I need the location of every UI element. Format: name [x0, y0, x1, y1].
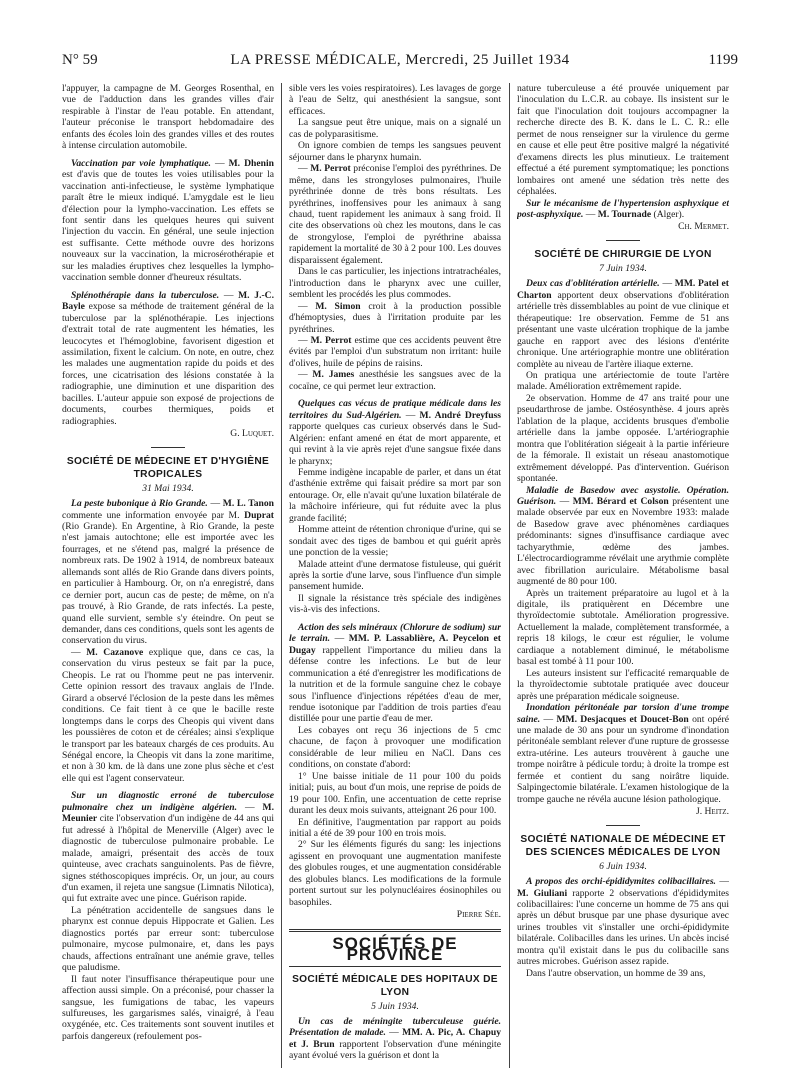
article-sud-algerien: Quelques cas vécus de pratique médicale dans les territoires du Sud-Algérien. — M. André Dreyfuss rapporte quelques cas curieux observés dans le Sud-Algérien: enfant amené en état de mort apparente, et qui revint à la vie après rejet d'une sangsue fixée dans le pharynx; — [289, 398, 501, 467]
article-text: rapportent l'observation d'une méningite ayant évolué vers la guérison et dont la — [289, 1038, 501, 1062]
author: M. L. Tanon — [222, 498, 274, 510]
paragraph: — M. James anesthésie les sangsues avec de la cocaïne, ce qui permet leur extraction. — [289, 369, 501, 392]
article-text: explique que, dans ce cas, la conservation du virus pesteux se fait par la puce, Cheopis. Le rat ou l'homme peut ne pas intervenir. Cette opinion ressort des travaux anglais de l'Inde. Girard a observé l'éclosion de la peste dans les mêmes conditions. Ce fait tient à ce que le bacille reste longtemps dans le corps des Cheopis qui vivent dans les poussières de coton et de céréales; ainsi s'explique le transport par les bateaux chargés de ces produits. Au Sénégal encore, la Cheopis vit dans la zone maritime, et non à 30 km. de là dans une zone plus sèche et c'est elle qui est l'agent conservateur. — [62, 646, 274, 784]
article-title: Sur le mécanisme de l'hypertension asphyxique et post-asphyxique. — [517, 197, 729, 220]
author: M. J.-C. Bayle — [62, 289, 274, 313]
paragraph: Dans l'autre observation, un homme de 39 ans, — [526, 967, 706, 979]
article-text: rapporte 2 observations d'épididymites colibacillaires: l'une concerne un homme de 75 ans qui après un début brusque par une phase dysurique avec urines troubles vit s'installer une orchi-épididymite bilatérale. Colibacilles dans les urines. Un abcès incisé montra qu'il existait dans le pus du colibacille sans autres microbes. Guérison assez rapide. — [517, 887, 729, 968]
article-text: ont opéré une malade de 30 ans pour un syndrome d'inondation péritonéale semblant relever d'une rupture de grossesse extra-utérine. Les auteurs trouvèrent à gauche une trompe noirâtre à pédicule tordu; à droite la trompe est fermée et contient du sang noirâtre liquide. Salpingectomie bilatérale. L'examen histologique de la trompe gauche ne révéla aucune lésion pathologique. — [517, 713, 729, 805]
article-title: Deux cas d'oblitération artérielle. — [526, 278, 660, 290]
separator — [606, 825, 640, 826]
author: M. Simon — [315, 300, 361, 312]
article-text: cite l'observation d'un indigène de 44 ans qui fut adressé à l'hôpital de Menerville (Alger) avec le diagnostic de tuberculose pulmonaire probable. Le malade, amaigri, présentait des accès de toux quinteuse, avec crachats sanguinolents. Pas de fièvre, signes stéthoscopiques imprécis. Or, un jour, au cours d'un examen, il rejeta une sangsue (Limnatis Nilotica), qui fut extraite avec une pince. Guérison rapide. — [62, 813, 274, 905]
article-splenotherapie: Splénothérapie dans la tuberculose. — M. J.-C. Bayle expose sa méthode de traitement général de la tuberculose par la splénothérapie. Les injections d'extrait total de rate augmentent les hématies, les leucocytes et l'hémoglobine, favorisent digestion et assimilation, fixent le calcium. On note, en outre, chez les malades une augmentation rapide du poids et des forces, une cicatrisation des lésions constatée à la radiographie, une diminution et une disparition des bacilles. L'auteur appuie son exposé de projections de documents, courbes thermiques, poids et radiographies. — [62, 289, 274, 427]
article-diagnostic: Sur un diagnostic erroné de tuberculose pulmonaire chez un indigène algérien. — M. Meunier cite l'observation d'un indigène de 44 ans qui fut adressé à l'hôpital de Menerville (Alger) avec le diagnostic de tuberculose pulmonaire probable. Le malade, amaigri, présentait des accès de toux quinteuse, avec crachats sanguinolents. Pas de fièvre, signes stéthoscopiques imprécis. Or, un jour, au cours d'un examen, il rejeta une sangsue (Limnatis Nilotica), qui fut extraite avec une pince. Guérison rapide. — [62, 790, 274, 905]
paragraph: nature tuberculeuse a été prouvée uniquement par l'inoculation du L.C.R. au cobaye. Ils insistent sur le fait que l'inoculation doit toujours accompagner la recherche directe des B. K. dans le L. C. R.: elle permet de nous renseigner sur la virulence du germe en cause et elle peut être positive malgré la négativité d'examens directs les plus minutieux. Le traitement effectué a été purement symptomatique; les ponctions lombaires ont amené une sédation très nette des céphalées. — [517, 83, 729, 198]
article-meningite: Un cas de méningite tuberculeuse guérie. Présentation de malade. — MM. A. Pic, A. Chapuy et J. Brun rapportent l'observation d'une méningite ayant évolué vers la guérison et dont la — [289, 1015, 501, 1062]
section-title: SOCIÉTÉ DE CHIRURGIE DE LYON — [534, 248, 712, 260]
article-text: estime que ces accidents peuvent être évités par l'emploi d'un substratum non irritant: huile d'olives, huile de pépins de raisins. — [289, 334, 501, 369]
paragraph: Après un traitement préparatoire au lugol et à la digitale, ils pratiquèrent en Décembre une thyroïdectomie subtotale. Amélioration progressive. Actuellement la malade, complètement transformée, a repris 18 kilogs, le cœur est régulier, le volume cardiaque a notablement diminué, le métabolisme basal est tombé à 11 pour 100. — [517, 587, 729, 668]
article-title: Inondation péritonéale par torsion d'une trompe saine. — [517, 702, 729, 725]
author: MM. P. Lassablière, A. Peycelon et Dugay — [289, 633, 501, 656]
section-date: 6 Juin 1934. — [599, 860, 647, 872]
paragraph: — M. Perrot préconise l'emploi des pyréthrines. De même, dans les strongyloses pulmonaires, l'huile pyréthrinée donne de très bons résultats. Les pyréthrines, inoffensives pour les animaux à sang chaud, tuent rapidement les animaux à sang froid. Il cite des observations où chez les moutons, dans le cas de strongylose, l'emploi de pyréthrine abaissa rapidement la mortalité de 30 à 2 pour 100. Les douves disparaissent également. — [289, 163, 501, 266]
paragraph: On pratiqua une artériectomie de toute l'artère malade. Amélioration extrêmement rapide. — [517, 369, 729, 393]
rubric-title: SOCIÉTÉS DE PROVINCE — [289, 929, 501, 967]
author: M. Dhenin — [228, 157, 274, 169]
article-text: apportent deux observations d'oblitération artérielle très dissemblables au point de vue clinique et thérapeutique: 1re observation. Femme de 51 ans présentant une vaste ulcération trophique de la jambe gauche en rapport avec des lésions d'entérite chronique. Une artériographie montre une oblitération complète au niveau de l'artère iliaque externe. — [517, 289, 729, 370]
section-title: SOCIÉTÉ DE MÉDECINE ET D'HYGIÈNE TROPICALES — [66, 455, 270, 480]
article-text: commente une information envoyée par M. — [62, 509, 240, 521]
page-number: 1199 — [708, 52, 738, 68]
article-vaccination: Vaccination par voie lymphatique. — M. Dhenin est d'avis que de toutes les voies utilisables pour la vaccination anti-infectieuse, le système lymphatique paraît être le mieux indiqué. L'amygdale est le lieu d'élection pour la lympho-vaccination. Les effets se font sentir dans les quelques heures qui suivent l'injection du vaccin. En général, une seule injection est suffisante. Cette méthode ouvre des horizons nouveaux sur la vaccination, la microsérothérapie et sur les maladies éruptives chez lesquelles la lympho-vaccination semble donner d'heureux résultats. — [62, 157, 274, 284]
issue-number: N° 59 — [62, 52, 98, 68]
article-hypertension: Sur le mécanisme de l'hypertension asphyxique et post-asphyxique. — M. Tournade (Alger). — [517, 197, 729, 220]
article-title: Splénothérapie dans la tuberculose. — [71, 289, 220, 301]
paragraph: Il signale la résistance très spéciale des indigènes vis-à-vis des infections. — [289, 592, 501, 616]
paragraph: — M. Simon croit à la production possible d'hémoptysies, dues à l'irritation produite par les pyréthrines. — [289, 300, 501, 335]
article-text: est d'avis que de toutes les voies utilisables pour la vaccination anti-infectieuse, le système lymphatique paraît être le mieux indiqué. L'amygdale est le lieu d'élection pour la lympho-vaccination. Les effets se font sentir dans les quelques heures qui suivent l'injection du vaccin. En général, une seule injection est suffisante. Cette méthode ouvre des horizons nouveaux sur la vaccination, la microsérothérapie et sur les maladies éruptives chez lesquelles la lympho-vaccination semble donner d'heureux résultats. — [62, 169, 274, 284]
article-obliteration: Deux cas d'oblitération artérielle. — MM. Patel et Charton apportent deux observations d'oblitération artérielle très dissemblables au point de vue clinique et thérapeutique: 1re observation. Femme de 51 ans présentant une vaste ulcération trophique de la jambe gauche en rapport avec des lésions d'entérite chronique. Une artériographie montre une oblitération complète au niveau de l'artère iliaque externe. — [517, 278, 729, 370]
paragraph: Homme atteint de rétention chronique d'urine, qui se sondait avec des tiges de bambou et qui guérit après une ponction de la vessie; — [289, 524, 501, 559]
article-peste: La peste bubonique à Rio Grande. — M. L. Tanon commente une information envoyée par M. Duprat (Rio Grande). En Argentine, à Rio Grande, la peste n'est jamais autochtone; elle est importée avec les fourrages, et ne s'étend pas, malgré la présence de nombreux rats. De 1902 à 1914, de nombreux bateaux allemands sont allés de Rio Grande dans divers points, en particulier à Hambourg. Or, on n'a enregistré, dans ce dernier port, aucun cas de peste; de même, on n'a pas trouvé, à Rio Grande, de rats infectés. La peste, quand elle survient, semble s'y éteindre. On peut se demander, dans ces conditions, quels sont les agents de conservation du virus. — [62, 498, 274, 647]
paragraph: On ignore combien de temps les sangsues peuvent séjourner dans le pharynx humain. — [289, 140, 501, 163]
paragraph: 2° Sur les éléments figurés du sang: les injections agissent en provoquant une augmentation manifeste des globules rouges, et une augmentation considérable des globules blancs. Les modifications de la formule portent surtout sur les polynucléaires éosinophiles ou basophiles. — [289, 839, 501, 908]
article-title: Sur un diagnostic erroné de tuberculose pulmonaire chez un indigène algérien. — [62, 790, 274, 813]
section-title: SOCIÉTÉ NATIONALE DE MÉDECINE ET DES SCIENCES MÉDICALES DE LYON — [520, 833, 726, 858]
separator — [606, 240, 640, 241]
paragraph: Il faut noter l'insuffisance thérapeutique pour une affection aussi simple. On a préconisé, pour chasser la sangsue, les fumigations de tabac, les vapeurs sulfureuses, les gargarismes salés, vinaigré, à l'eau oxygénée, etc. Ces traitements sont souvent inutiles et parfois dangereux (refoulement pos- — [62, 973, 274, 1042]
article-text: anesthésie les sangsues avec de la cocaïne, ce qui permet leur extraction. — [289, 369, 501, 392]
paragraph: Femme indigène incapable de parler, et dans un état d'asthénie extrême qui faisait prédire sa mort par son entourage. Or, elle n'avait qu'une luxation bilatérale de la mâchoire inférieure, qui fut réduite avec la plus grande facilité; — [289, 466, 501, 524]
signature: J. Heitz. — [695, 806, 729, 818]
author: MM. Patel et Charton — [517, 278, 729, 301]
author: M. Giuliani — [517, 887, 568, 899]
paragraph: Les cobayes ont reçu 36 injections de 5 cmc chacune, de façon à provoquer une modification considérable de leur milieu en NaCl. Dans ces conditions, on constate d'abord: — [289, 724, 501, 771]
signature: G. Luquet. — [230, 428, 274, 440]
paragraph: Les auteurs insistent sur l'efficacité remarquable de la thyroïdectomie subtotale pratiquée avec douceur après une préparation médicale soigneuse. — [517, 667, 729, 702]
paragraph: La pénétration accidentelle de sangsues dans le pharynx est connue depuis Hippocrate et Galien. Les diagnostics portés par erreur sont: tuberculose pulmonaire, mycose pulmonaire, et, dans les pays chauds, affections entraînant une anémie grave, telles que paludisme. — [62, 904, 274, 974]
section-date: 5 Juin 1934. — [371, 1000, 419, 1012]
signature: Pierre Sée. — [456, 909, 501, 921]
article-text: présentent une malade observée par eux en Novembre 1933: malade de Basedow grave avec phénomènes cardiaques prédominants: signes d'insuffisance cardiaque avec tachyarythmie, œdème des jambes. L'électrocardiogramme révélait une arythmie complète avec fibrillation auriculaire. Métabolisme basal augmenté de 80 pour 100. — [517, 495, 729, 588]
article-title: Quelques cas vécus de pratique médicale dans les territoires du Sud-Algérien. — [289, 398, 501, 421]
article-title: Vaccination par voie lymphatique. — [71, 157, 211, 169]
author: MM. Bérard et Colson — [572, 495, 669, 507]
page-header — [62, 50, 738, 74]
paragraph: — M. Perrot estime que ces accidents peuvent être évités par l'emploi d'un substratum non irritant: huile d'olives, huile de pépins de raisins. — [289, 334, 501, 369]
paragraph: sible vers les voies respiratoires). Les lavages de gorge à l'eau de Seltz, qui anesthésient la sangsue, sont efficaces. — [289, 83, 501, 117]
article-text: croit à la production possible d'hémoptysies, dues à l'irritation produite par les pyréthrines. — [289, 300, 501, 335]
article-text: préconise l'emploi des pyréthrines. De même, dans les strongyloses pulmonaires, l'huile pyréthrinée donne de très bons résultats. Les pyréthrines, inoffensives pour les animaux à sang chaud, tuent rapidement les animaux à sang froid. Il cite des observations où chez les moutons, dans le cas de strongylose, l'emploi de pyréthrine abaissa rapidement la mortalité de 30 à 2 pour 100. Les douves disparaissent également. — [289, 163, 501, 266]
journal-title: LA PRESSE MÉDICALE, Mercredi, 25 Juillet 1934 — [230, 52, 570, 68]
article-text: rapporte quelques cas curieux observés dans le Sud-Algérien: enfant amené en état de mort apparente, et qui revint à la vie après rejet d'une sangsue fixée dans le pharynx; — [289, 421, 501, 467]
article-text: expose sa méthode de traitement général de la tuberculose par la splénothérapie. Les injections d'extrait total de rate augmentent les hématies, les leucocytes et l'hémoglobine, favorisent digestion et assimilation, fixent le calcium. On note, en outre, chez les malades une augmentation rapide du poids et des forces, une cicatrisation des lésions constatée à la radiographie, une diminution et une disparition des bacilles. L'auteur appuie son exposé de projections de documents, courbes thermiques, poids et radiographies. — [62, 301, 274, 427]
article-title: Action des sels minéraux (Chlorure de sodium) sur le terrain. — [289, 621, 501, 645]
article-text: (Alger). — [653, 208, 685, 220]
article-sels-mineraux: Action des sels minéraux (Chlorure de sodium) sur le terrain. — MM. P. Lassablière, A. Peycelon et Dugay rappellent l'importance du milieu dans la défense contre les infections. Le but de leur communication a été d'enregistrer les modifications de la nutrition et de la formule sanguine chez le cobaye sous l'influence d'injections répétées d'eau de mer, rendue isotonique par l'addition de trois parties d'eau distillée pour une partie d'eau de mer. — [289, 621, 501, 725]
paragraph: Dans le cas particulier, les injections intratrachéales, l'introduction dans le pharynx avec une cuiller, semblent les procédés les plus commodes. — [289, 266, 501, 301]
author: M. Meunier — [62, 801, 274, 825]
article-title: Maladie de Basedow avec asystolie. Opération. Guérison. — [517, 484, 729, 507]
author: M. Perrot — [310, 163, 351, 175]
author: M. Tournade — [597, 208, 652, 220]
author: Duprat — [244, 509, 274, 521]
author: M. Cazanove — [86, 646, 144, 658]
article-inondation: Inondation péritonéale par torsion d'une trompe saine. — MM. Desjacques et Doucet-Bon ont opéré une malade de 30 ans pour un syndrome d'inondation péritonéale semblant relever d'une rupture de grossesse extra-utérine. Les auteurs trouvèrent à gauche une trompe noirâtre à pédicule tordu; à droite la trompe est fermée et contient du sang noirâtre liquide. Salpingectomie bilatérale. L'examen histologique de la trompe gauche ne révéla aucune lésion pathologique. — [517, 702, 729, 805]
paragraph: l'appuyer, la campagne de M. Georges Rosenthal, en vue de l'adduction dans les grandes villes d'air respirable à l'instar de l'eau potable. En attendant, l'auteur préconise le transport hebdomadaire des enfants des écoles loin des grandes villes et des routes à intense circulation automobile. — [62, 83, 274, 152]
column-left — [62, 83, 274, 1063]
author: M. Perrot — [310, 334, 352, 346]
paragraph: 1° Une baisse initiale de 11 pour 100 du poids initial; puis, au bout d'un mois, une reprise de poids de 19 pour 100. Enfin, une accentuation de cette reprise durant les deux mois suivants, atteignant 26 pour 100. — [289, 770, 501, 817]
paragraph: Malade atteint d'une dermatose fistuleuse, qui guérit après la sortie d'une larve, sous l'influence d'un simple pansement humide. — [289, 558, 501, 593]
author: MM. A. Pic, A. Chapuy et J. Brun — [289, 1027, 501, 1050]
section-date: 31 Mai 1934. — [142, 482, 194, 494]
article-basedow: Maladie de Basedow avec asystolie. Opération. Guérison. — MM. Bérard et Colson présentent une malade observée par eux en Novembre 1933: malade de Basedow grave avec phénomènes cardiaques prédominants: signes d'insuffisance cardiaque avec tachyarythmie, œdème des jambes. L'électrocardiogramme révélait une arythmie complète avec fibrillation auriculaire. Métabolisme basal augmenté de 80 pour 100. — [517, 484, 729, 588]
signature: Ch. Mermet. — [678, 221, 729, 233]
paragraph: 2e observation. Homme de 47 ans traité pour une pseudarthrose de jambe. Ostéosynthèse. 4 jours après l'ablation de la plaque, accidents brusques d'embolie artérielle dans la jambe opposée. L'artériographie montra que l'oblitération siégeait à la partie inférieure de la fémorale. Il existait un réseau anastomotique extrêmement développé. Pas d'intervention. Guérison spontanée. — [517, 392, 729, 485]
paragraph: La sangsue peut être unique, mais on a signalé un cas de polyparasitisme. — [289, 117, 501, 140]
paragraph: — M. Cazanove explique que, dans ce cas, la conservation du virus pesteux se fait par la puce, Cheopis. Le rat ou l'homme peut ne pas intervenir. Cette opinion ressort des travaux anglais de l'Inde. Girard a observé l'éclosion de la peste dans les mêmes conditions. Ce fait tient à ce que le bacille reste longtemps dans le corps des Cheopis qui vivent dans les poussières de coton et de céréales; ainsi s'explique le transport par les bateaux chargés de ces produits. Au Sénégal encore, la Cheopis vit dans la zone maritime, et non à 30 km. de là dans une zone plus sèche et c'est elle qui est l'agent conservateur. — [62, 646, 274, 784]
author: MM. Desjacques et Doucet-Bon — [556, 713, 689, 725]
article-orchi-epididymites: A propos des orchi-épididymites colibacillaires. — M. Giuliani rapporte 2 observations d'épididymites colibacillaires: l'une concerne un homme de 75 ans qui après un début brusque par une phase dysurique avec urines troubles vit s'installer une orchi-épididymite bilatérale. Colibacilles dans les urines. Un abcès incisé montra qu'il existait dans le pus du colibacille sans autres microbes. Guérison assez rapide. — [517, 876, 729, 968]
article-title: A propos des orchi-épididymites colibacillaires. — [526, 876, 716, 888]
column-right — [517, 83, 729, 1063]
section-title: SOCIÉTÉ MÉDICALE DES HOPITAUX DE LYON — [292, 973, 498, 998]
author: M. André Dreyfuss — [419, 409, 501, 421]
column-middle — [289, 83, 501, 1063]
article-text: (Rio Grande). En Argentine, à Rio Grande, la peste n'est jamais autochtone; elle est importée avec les fourrages, et ne s'étend pas, malgré la présence de nombreux rats. De 1902 à 1914, de nombreux bateaux allemands sont allés de Rio Grande dans divers points, en particulier à Hambourg. Or, on n'a enregistré, dans ce dernier port, aucun cas de peste; de même, on n'a pas trouvé, à Rio Grande, de rats infectés. La peste, quand elle survient, semble s'y éteindre. On peut se demander, dans ces conditions, quels sont les agents de conservation du virus. — [62, 520, 274, 647]
separator — [151, 447, 185, 448]
article-text: rappellent l'importance du milieu dans la défense contre les infections. Le but de leur communication a été d'enregistrer les modifications de la nutrition et de la formule sanguine chez le cobaye sous l'influence d'injections répétées d'eau de mer, rendue isotonique par l'addition de trois parties d'eau distillée pour une partie d'eau de mer. — [289, 644, 501, 725]
article-title: La peste bubonique à Rio Grande. — [71, 498, 208, 510]
author: M. James — [312, 369, 355, 381]
section-date: 7 Juin 1934. — [599, 262, 647, 274]
column-divider — [509, 83, 510, 1068]
column-divider — [281, 83, 282, 1068]
paragraph: En définitive, l'augmentation par rapport au poids initial a été de 39 pour 100 en trois mois. — [289, 816, 501, 839]
article-title: Un cas de méningite tuberculeuse guérie. Présentation de malade. — [289, 1015, 501, 1039]
